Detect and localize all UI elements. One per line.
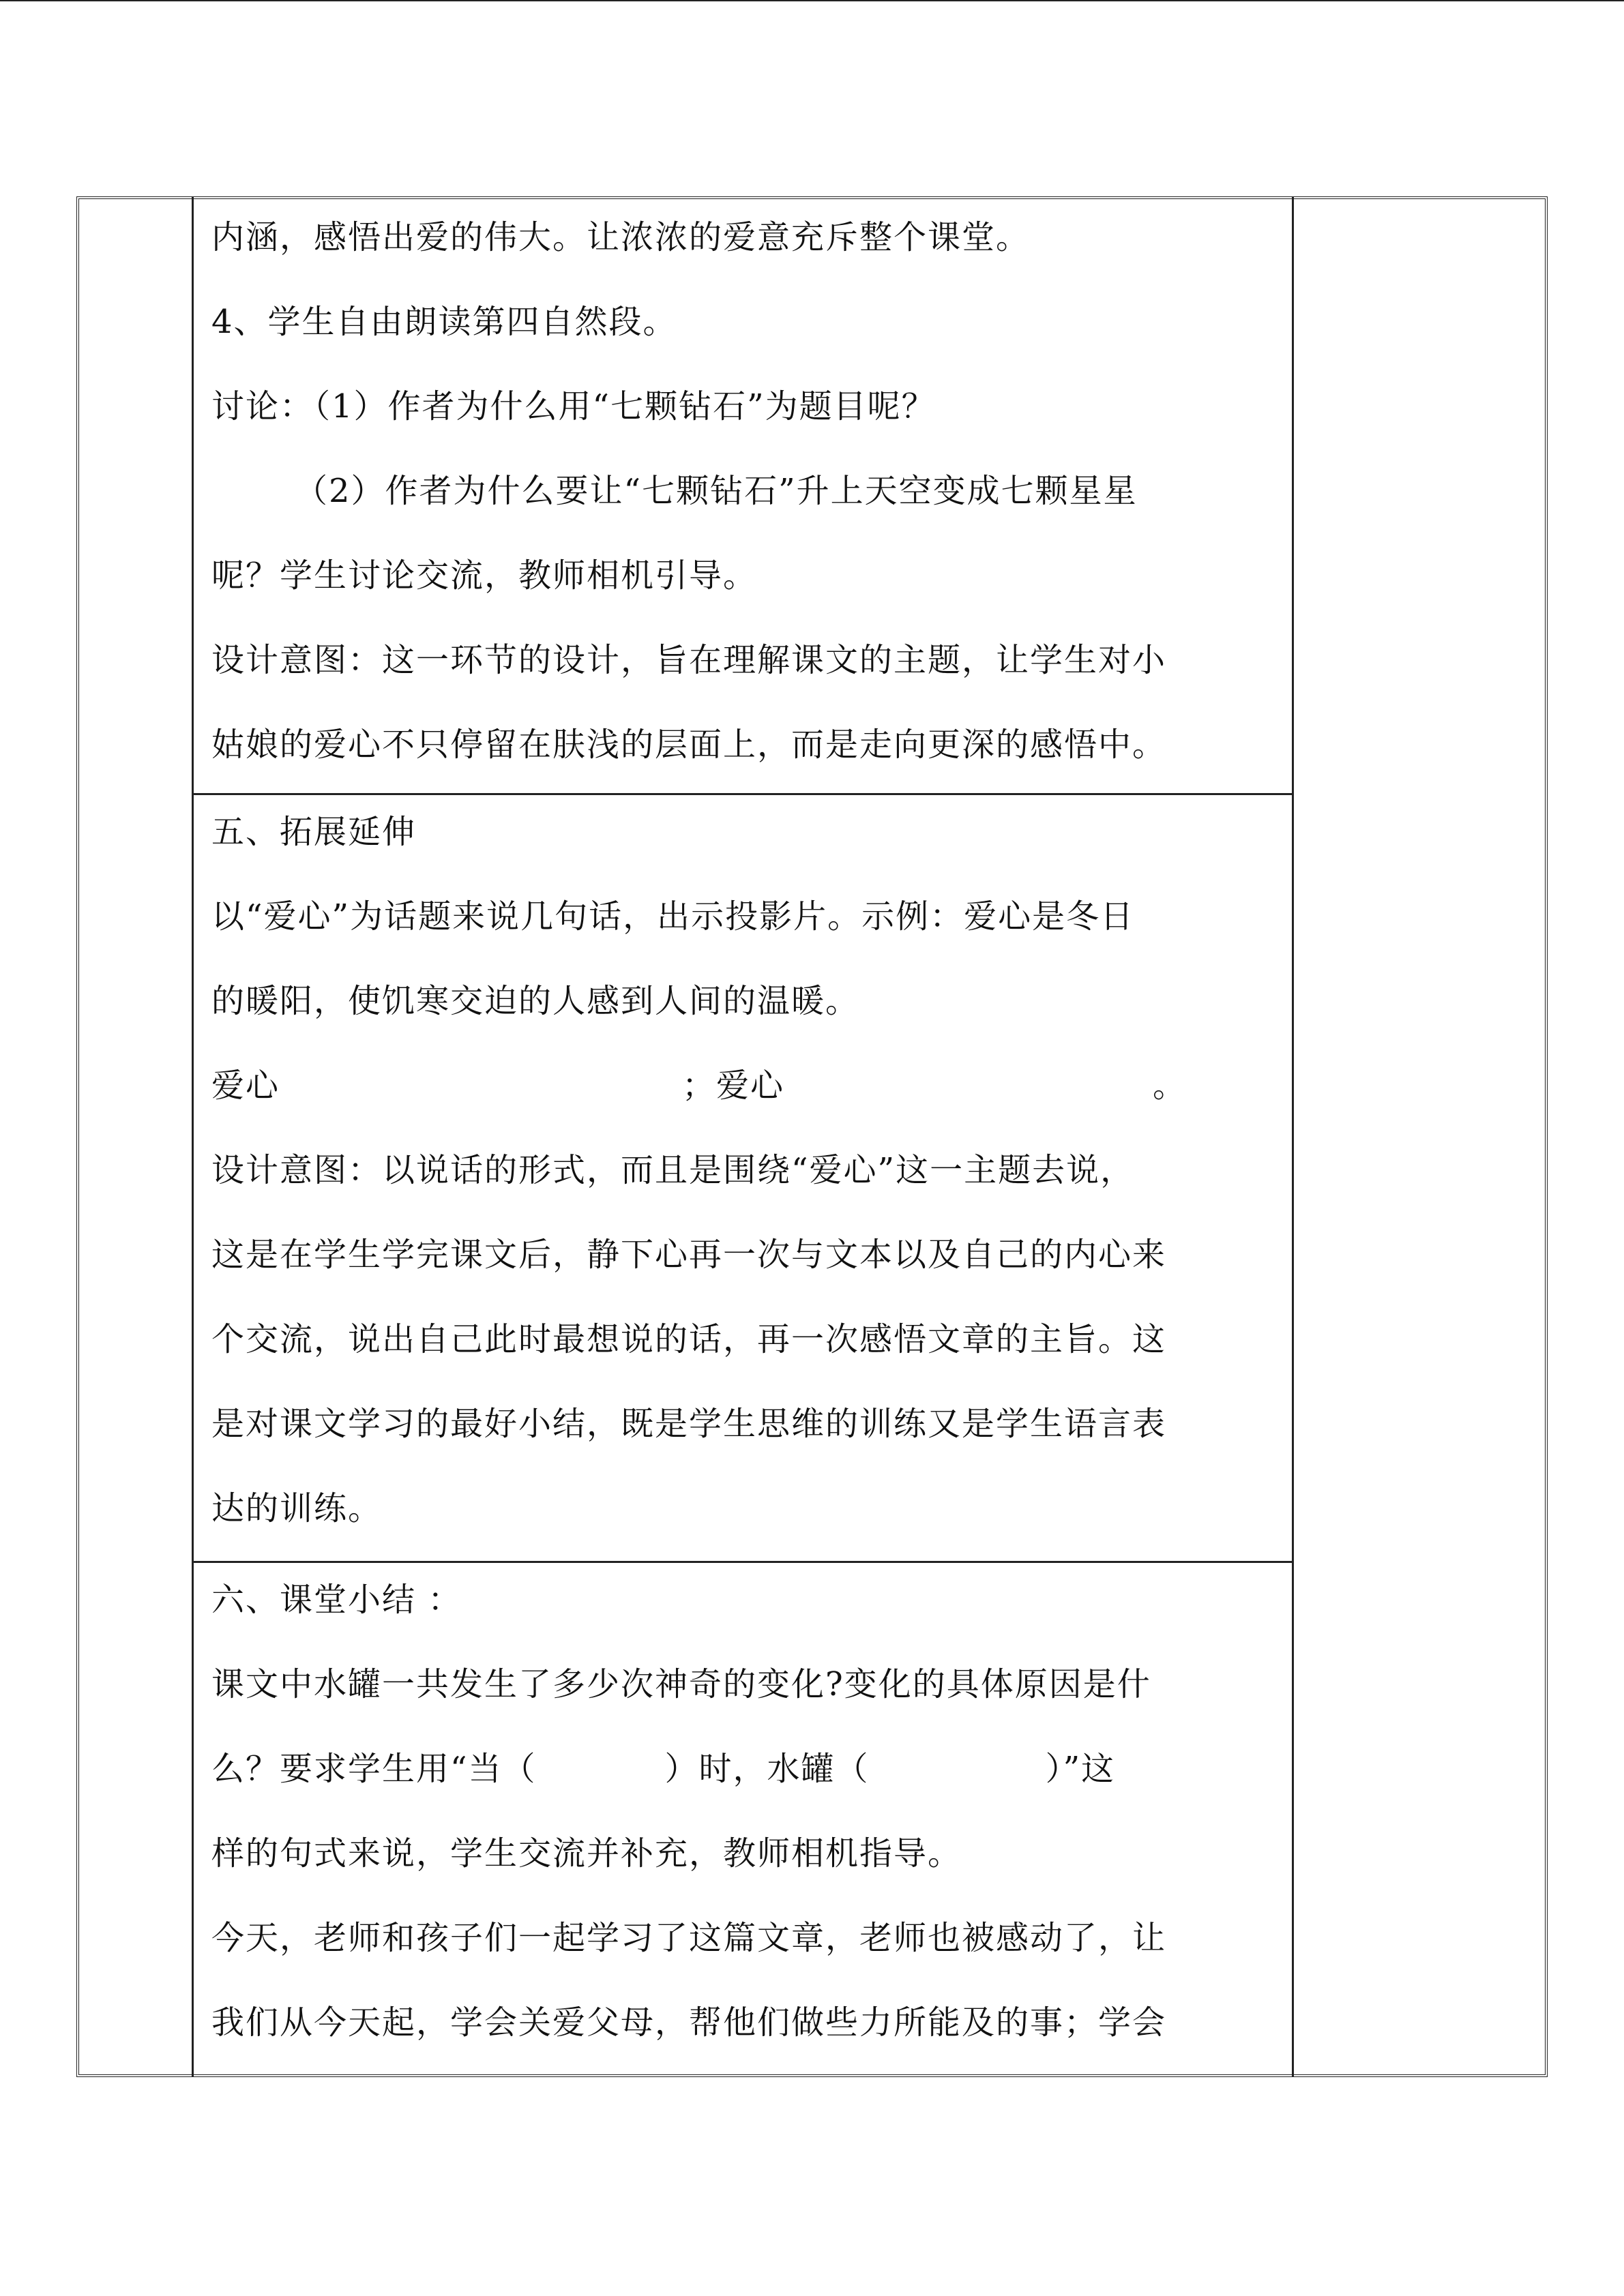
design-intent-line: 设计意图：这一环节的设计，旨在理解课文的主题，让学生对小 [211, 641, 1167, 679]
text-line: 讨论：（1）作者为什么用“七颗钻石”为题目呢？ [211, 387, 936, 426]
lesson-cell-summary [194, 1563, 1292, 2077]
fill-label-a: 爱心 [211, 1067, 280, 1105]
section-heading: 六、课堂小结 ： [211, 1581, 462, 1619]
text-line: 以“爱心”为话题来说几句话，出示投影片。示例：爱心是冬日 [211, 897, 1135, 936]
text-line: 课文中水罐一共发生了多少次神奇的变化?变化的具体原因是什 [211, 1665, 1151, 1703]
text-line: 4、学生自由朗读第四自然段。 [211, 303, 677, 341]
design-intent-line: 个交流，说出自己此时最想说的话，再一次感悟文章的主旨。这 [211, 1320, 1167, 1358]
design-intent-line: 设计意图：以说话的形式，而且是围绕“爱心”这一主题去说， [211, 1151, 1135, 1189]
text-line: 我们从今天起，学会关爱父母，帮他们做些力所能及的事；学会 [211, 2003, 1167, 2042]
page-top-rule [0, 0, 1624, 1]
pattern-part-b: ）时，水罐（ [664, 1750, 870, 1788]
design-intent-line: 姑娘的爱心不只停留在肤浅的层面上，而是走向更深的感悟中。 [211, 726, 1167, 764]
sentence-pattern-line [211, 1747, 1115, 1791]
text-line: 呢？学生讨论交流，教师相机引导。 [211, 556, 758, 595]
fill-label-c: 。 [1153, 1067, 1187, 1105]
text-line: 内涵，感悟出爱的伟大。让浓浓的爱意充斥整个课堂。 [211, 218, 1031, 256]
fill-in-blank-line [211, 1064, 1187, 1107]
design-intent-line: 这是在学生学完课文后，静下心再一次与文本以及自己的内心来 [211, 1236, 1167, 1274]
right-column [1292, 196, 1548, 2077]
text-line: 今天，老师和孩子们一起学习了这篇文章，老师也被感动了，让 [211, 1919, 1167, 1957]
lesson-cell-extension [194, 795, 1292, 1563]
lesson-cell-discussion [194, 196, 1292, 795]
text-line: 样的句式来说，学生交流并补充，教师相机指导。 [211, 1834, 962, 1873]
text-line: （2）作者为什么要让“七颗钻石”升上天空变成七颗星星 [295, 472, 1138, 510]
fill-label-b: ；爱心 [682, 1067, 785, 1105]
text-line: 的暖阳，使饥寒交迫的人感到人间的温暖。 [211, 982, 860, 1020]
section-heading: 五、拓展延伸 [211, 813, 417, 851]
pattern-part-a: 么？要求学生用“当（ [211, 1750, 537, 1788]
pattern-part-c: ）”这 [1045, 1750, 1116, 1788]
design-intent-line: 达的训练。 [211, 1489, 383, 1527]
left-column [76, 196, 194, 2077]
design-intent-line: 是对课文学习的最好小结，既是学生思维的训练又是学生语言表 [211, 1405, 1167, 1443]
